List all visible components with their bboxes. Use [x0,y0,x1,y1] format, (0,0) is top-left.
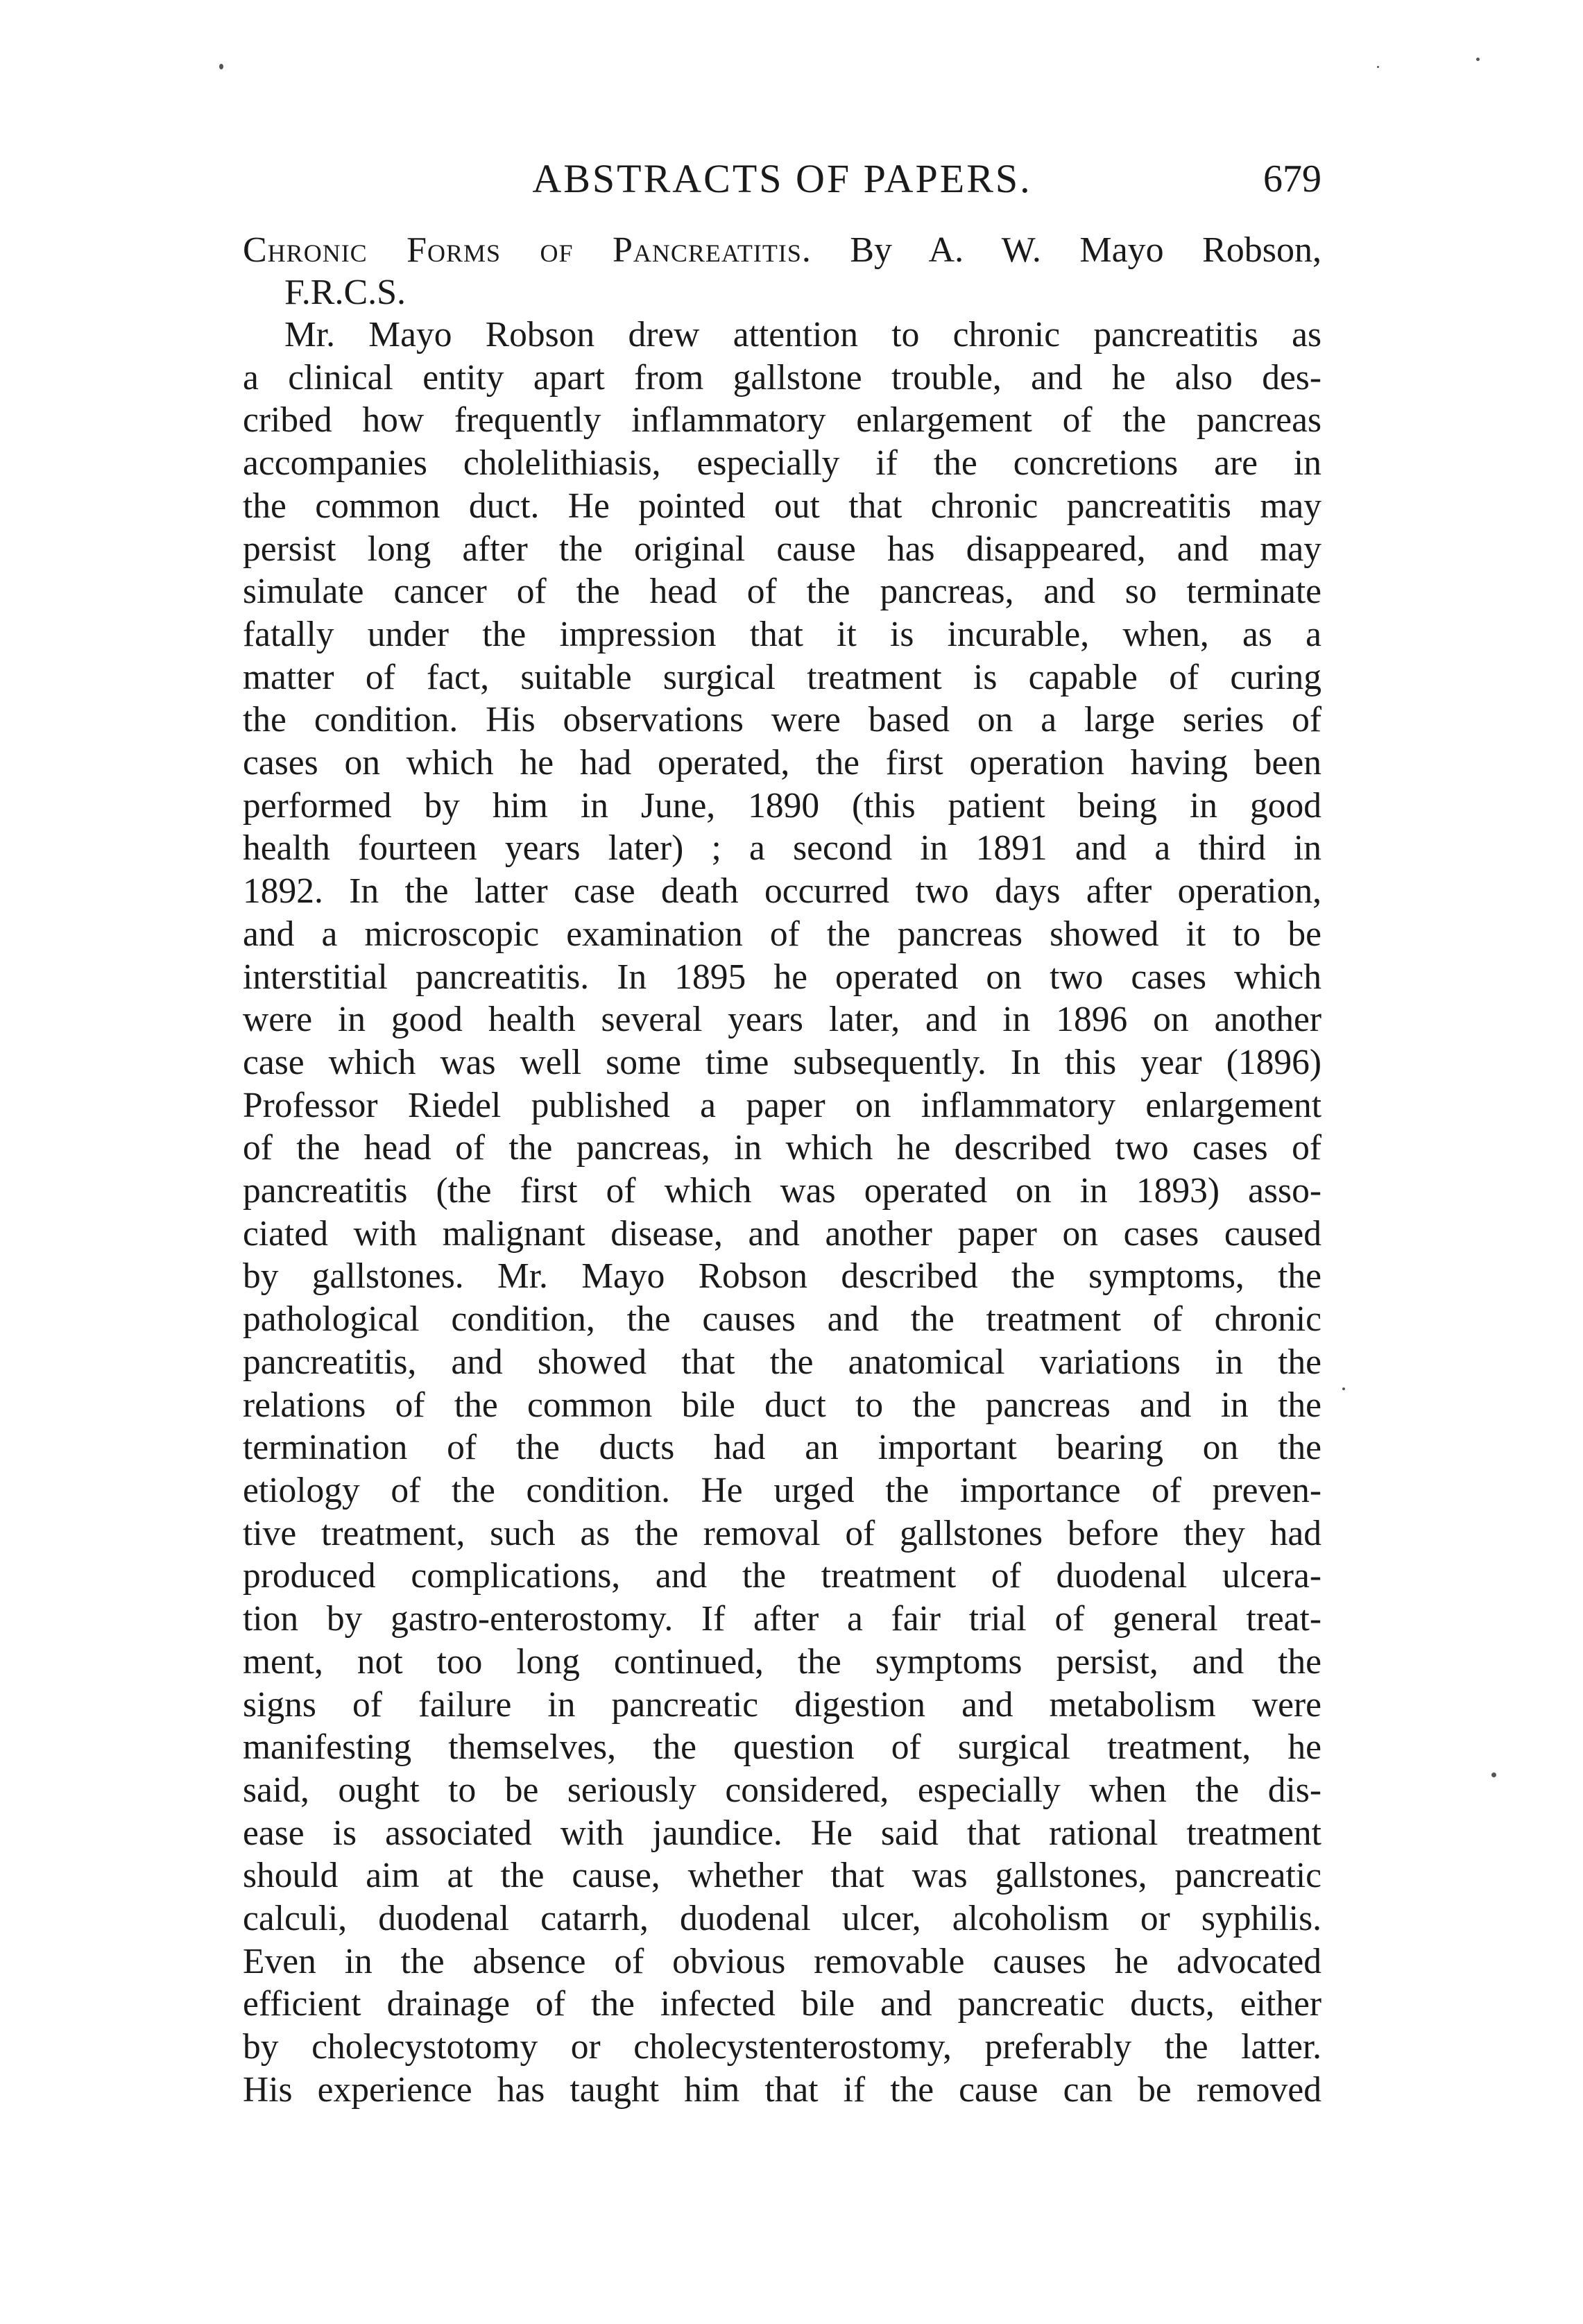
scan-speck [1476,58,1480,61]
body-text-line: simulate cancer of the head of the pancreas, and so terminate [243,572,1321,612]
body-text-line: produced complications, and the treatment of duodenal ulcera- [243,1556,1321,1596]
scan-speck [1491,1772,1496,1777]
body-text-line: 1892. In the latter case death occurred two days after operation, [243,871,1321,912]
body-text-line: Even in the absence of obvious removable causes he advocated [243,1941,1321,1981]
article-body [243,314,1321,2112]
body-text-line: performed by him in June, 1890 (this patient being in good [243,785,1321,826]
body-text-line: tion by gastro-enterostomy. If after a fair trial of general treat- [243,1599,1321,1639]
body-text-line: by gallstones. Mr. Mayo Robson described the symptoms, the [243,1256,1321,1297]
body-text-line: pancreatitis, and showed that the anatomical variations in the [243,1342,1321,1382]
body-text-line: calculi, duodenal catarrh, duodenal ulcer, alcoholism or syphilis. [243,1899,1321,1939]
body-text-line: matter of fact, suitable surgical treatment is capable of curing [243,657,1321,697]
article [243,229,1321,2112]
running-head [243,154,1321,204]
running-head-title: ABSTRACTS OF PAPERS. [532,156,1032,201]
body-text-line: relations of the common bile duct to the pancreas and in the [243,1385,1321,1425]
body-text-line: were in good health several years later, and in 1896 on another [243,1000,1321,1040]
body-text-line: by cholecystotomy or cholecystenterostomy, preferably the latter. [243,2027,1321,2067]
body-text-line: case which was well some time subsequently. In this year (1896) [243,1042,1321,1082]
body-text-line: ment, not too long continued, the symptoms persist, and the [243,1641,1321,1682]
scan-speck [1377,66,1379,68]
body-text-line: His experience has taught him that if the cause can be removed [243,2069,1321,2110]
body-text-line: Mr. Mayo Robson drew attention to chronic pancreatitis as [284,315,1321,354]
body-text-line: should aim at the cause, whether that was gallstones, pancreatic [243,1856,1321,1896]
body-text-line: cribed how frequently inflammatory enlargement of the pancreas [243,400,1321,441]
body-text-line: signs of failure in pancreatic digestion and metabolism were [243,1684,1321,1725]
scan-speck [1342,1387,1345,1390]
body-text-line: the condition. His observations were based on a large series of [243,700,1321,740]
body-text-line: termination of the ducts had an important bearing on the [243,1428,1321,1468]
body-text-line: interstitial pancreatitis. In 1895 he operated on two cases which [243,957,1321,997]
body-text-line: health fourteen years later) ; a second in 1891 and a third in [243,828,1321,869]
body-text-line: pathological condition, the causes and the treatment of chronic [243,1299,1321,1340]
body-text-line: etiology of the condition. He urged the importance of preven- [243,1470,1321,1510]
body-text-line: of the head of the pancreas, in which he described two cases of [243,1128,1321,1168]
body-text-line: ease is associated with jaundice. He said that rational treatment [243,1813,1321,1853]
article-title [243,229,1321,271]
body-text-line: and a microscopic examination of the pancreas showed it to be [243,914,1321,954]
body-text-line: Professor Riedel published a paper on inflammatory enlargement [243,1085,1321,1125]
body-text-line: pancreatitis (the first of which was operated on in 1893) asso- [243,1171,1321,1211]
body-text-line: said, ought to be seriously considered, especially when the dis- [243,1770,1321,1810]
body-text-line: persist long after the original cause has disappeared, and may [243,529,1321,569]
body-text-line: a clinical entity apart from gallstone trouble, and he also des- [243,357,1321,398]
article-byline: By A. W. Mayo Robson, [850,230,1321,270]
author-credentials: F.R.C.S. [284,273,407,312]
body-text-line: efficient drainage of the infected bile and pancreatic ducts, either [243,1984,1321,2024]
body-text-line: tive treatment, such as the removal of gallstones before they had [243,1513,1321,1553]
body-text-line: ciated with malignant disease, and another paper on cases caused [243,1213,1321,1254]
body-text-line: fatally under the impression that it is incurable, when, as a [243,614,1321,654]
scan-speck [219,64,223,69]
page-number: 679 [1263,157,1321,200]
article-title-text: Chronic Forms of Pancreatitis. [243,230,812,270]
body-text-line: accompanies cholelithiasis, especially if the concretions are in [243,443,1321,484]
body-text-line: cases on which he had operated, the first operation having been [243,743,1321,783]
body-text-line: the common duct. He pointed out that chronic pancreatitis may [243,486,1321,526]
body-text-line: manifesting themselves, the question of surgical treatment, he [243,1727,1321,1768]
